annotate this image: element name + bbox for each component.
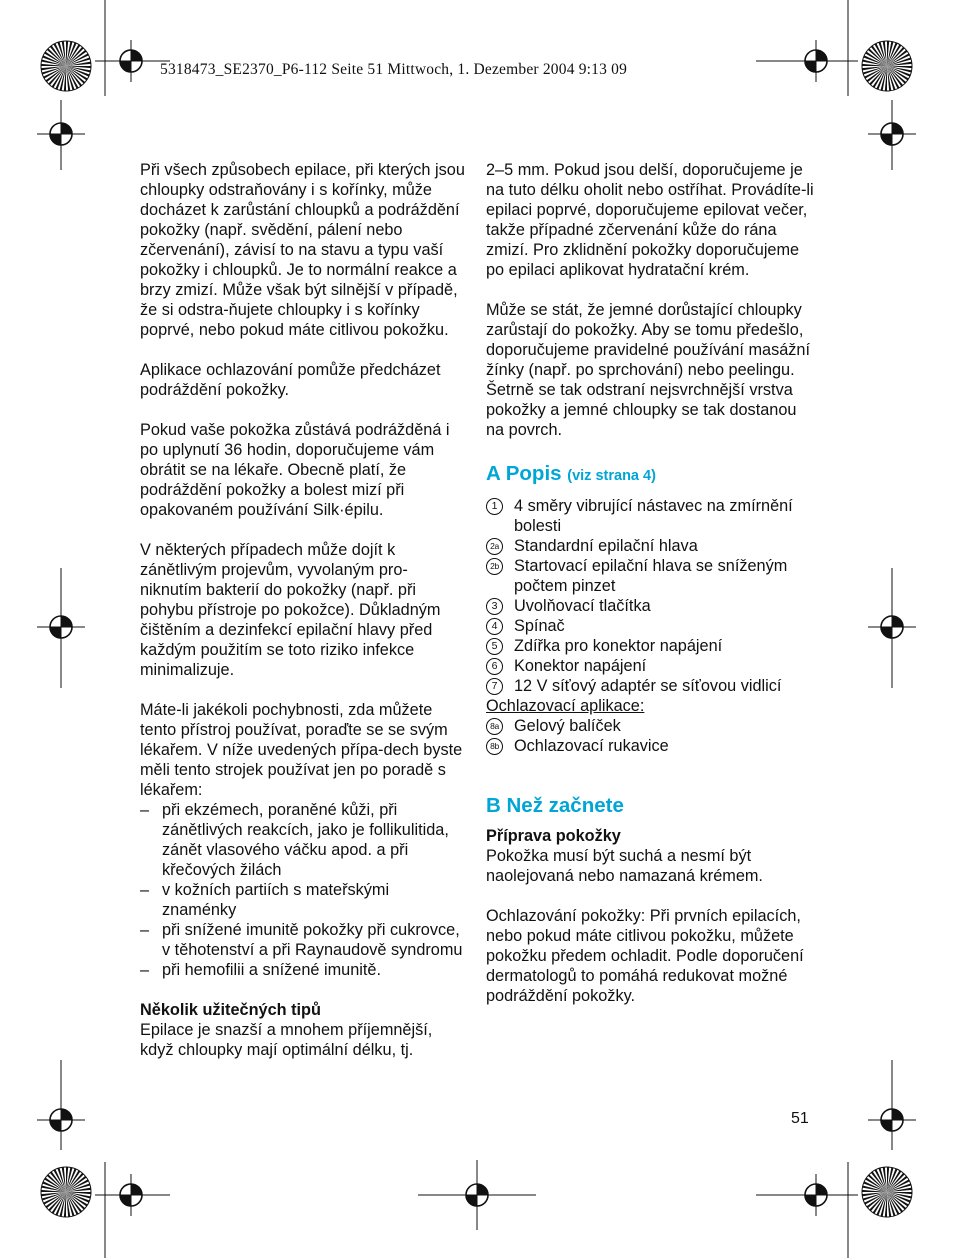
list-item: 4 Spínač [486, 616, 816, 636]
left-column [140, 160, 466, 1080]
star-target-mark [41, 41, 91, 91]
page-number: 51 [791, 1110, 809, 1127]
paragraph: Epilace je snazší a mnohem příjemnější, když chloupky mají optimální délku, tj. [140, 1021, 433, 1059]
list-item: 5 Zdířka pro konektor napájení [486, 636, 816, 656]
paragraph: Může se stát, že jemné dorůstající chloupky zarůstají do pokožky. Aby se tomu předešlo, doporučujeme pravidelné používání masážní žínky (např. po sprchování) nebo peelingu. Šetrně se tak odstraní nejsvrchnější vrstva pokožky a jemné chloupky se tak dostanou na povrch. [486, 301, 811, 439]
section-heading-a: A Popis (viz strana 4) [486, 462, 656, 485]
cooling-list [486, 716, 816, 756]
list-item: 2b Startovací epilační hlava se sníženým počtem pinzet [486, 556, 816, 596]
page-reference: (viz strana 4) [567, 468, 656, 484]
list-item: 7 12 V síťový adaptér se síťovou vidlicí [486, 676, 816, 696]
list-item: – v kožních partiích s mateřskými znaménky [140, 881, 390, 919]
paragraph: Při všech způsobech epilace, při kterých jsou chloupky odstraňovány i s kořínky, může docházet k zarůstání chloupků a podráždění pokožky (např. svědění, pálení nebo zčervenání), závisí to na stavu a typu vaší pokožky i chloupků. Je to normální reakce a brzy zmizí. Může však být silnější v případě, že si odstra-ňujete chloupky i s kořínky poprvé, nebo pokud máte citlivou pokožku. [140, 161, 465, 339]
list-item: 2a Standardní epilační hlava [486, 536, 816, 556]
list-item: – při ekzémech, poraněné kůži, při zánětlivých reakcích, jako je follikulitida, zánět vlasového váčku apod. a při křečových žilách [140, 801, 449, 879]
tips-title: Několik užitečných tipů [140, 1001, 321, 1019]
list-item: 3 Uvolňovací tlačítka [486, 596, 816, 616]
paragraph: Aplikace ochlazování pomůže předcházet podráždění pokožky. [140, 361, 441, 399]
parts-list [486, 496, 816, 696]
section-heading-b: B Než začnete [486, 794, 624, 817]
list-item: – při snížené imunitě pokožky při cukrovce, v těhotenství a při Raynaudově syndromu [140, 921, 463, 959]
list-item: 6 Konektor napájení [486, 656, 816, 676]
contraindication-list [140, 800, 466, 980]
list-item: 8b Ochlazovací rukavice [486, 736, 816, 756]
list-item: 1 4 směry vibrující nástavec na zmírnění bolesti [486, 496, 816, 536]
paragraph: Máte-li jakékoli pochybnosti, zda můžete tento přístroj používat, poraďte se se svým lékařem. V níže uvedených přípa-dech byste měli tento strojek používat jen po poradě s lékařem: [140, 701, 463, 799]
star-target-mark [41, 1167, 91, 1217]
printer-header: 5318473_SE2370_P6-112 Seite 51 Mittwoch, 1. Dezember 2004 9:13 09 [160, 61, 628, 78]
list-item: 8a Gelový balíček [486, 716, 816, 736]
paragraph: Ochlazování pokožky: Při prvních epilacích, nebo pokud máte citlivou pokožku, můžete pokožku předem ochladit. Podle doporučení dermatologů to pomáhá redukovat možné podráždění pokožky. [486, 907, 804, 1005]
list-item: – při hemofilii a snížené imunitě. [140, 961, 381, 979]
paragraph: Pokud vaše pokožka zůstává podrážděná i po uplynutí 36 hodin, doporučujeme vám obrátit se na lékaře. Obecně platí, že podráždění pokožky a bolest mizí při opakovaném používání Silk·épilu. [140, 421, 450, 519]
prep-title: Příprava pokožky [486, 827, 621, 845]
star-target-mark [862, 41, 912, 91]
paragraph: 2–5 mm. Pokud jsou delší, doporučujeme je na tuto délku oholit nebo ostříhat. Provádíte-li epilaci poprvé, doporučujeme epilovat večer, takže případné zčervenání kůže do rána zmizí. Pro zklidnění pokožky doporučujeme po epilaci aplikovat hydratační krém. [486, 161, 814, 279]
star-target-mark [862, 1167, 912, 1217]
cooling-label: Ochlazovací aplikace: [486, 697, 645, 715]
right-column [486, 160, 816, 1026]
paragraph: Pokožka musí být suchá a nesmí být naolejovaná nebo namazaná krémem. [486, 847, 763, 885]
paragraph: V některých případech může dojít k zánětlivým projevům, vyvolaným pro-niknutím bakterií do pokožky (např. při pohybu přístroje po pokožce). Důkladným čištěním a dezinfekcí epilační hlavy před každým použitím se toto riziko infekce minimalizuje. [140, 541, 441, 679]
